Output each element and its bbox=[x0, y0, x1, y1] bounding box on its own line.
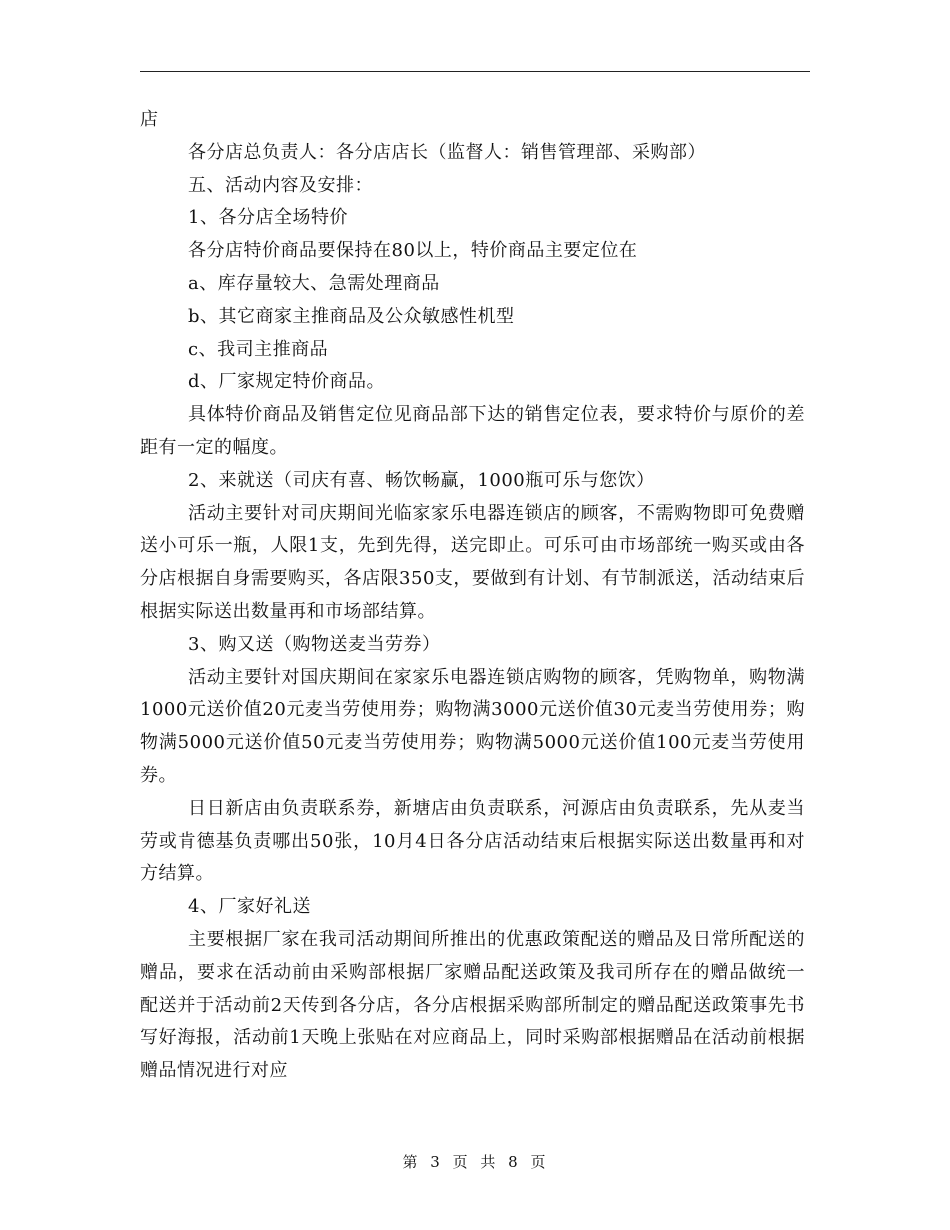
paragraph: 主要根据厂家在我司活动期间所推出的优惠政策配送的赠品及日常所配送的赠品，要求在活动前由采购部根据厂家赠品配送政策及我司所存在的赠品做统一配送并于活动前2天传到各分店，各分店根据采购部所制定的赠品配送政策事先书写好海报，活动前1天晚上张贴在对应商品上，同时采购部根据赠品在活动前根据赠品情况进行对应 bbox=[140, 928, 805, 1082]
list-item: d、厂家规定特价商品。 bbox=[188, 371, 386, 393]
subsection-heading: 4、厂家好礼送 bbox=[188, 896, 311, 918]
paragraph: 店 bbox=[140, 109, 159, 130]
paragraph: 日日新店由负责联系券，新塘店由负责联系，河源店由负责联系，先从麦当劳或肯德基负责哪出50张，10月4日各分店活动结束后根据实际送出数量再和对方结算。 bbox=[140, 797, 805, 885]
subsection-heading: 2、来就送（司庆有喜、畅饮畅赢，1000瓶可乐与您饮） bbox=[188, 469, 655, 491]
subsection-heading: 1、各分店全场特价 bbox=[188, 207, 348, 229]
paragraph: 活动主要针对司庆期间光临家家乐电器连锁店的顾客，不需购物即可免费赠送小可乐一瓶，人限1支，先到先得，送完即止。可乐可由市场部统一购买或由各分店根据自身需要购买，各店限350支，要做到有计划、有节制派送，活动结束后根据实际送出数量再和市场部结算。 bbox=[140, 502, 805, 622]
page-number-footer: 第 3 页 共 8 页 bbox=[402, 1153, 548, 1171]
list-item: c、我司主推商品 bbox=[188, 338, 329, 360]
subsection-heading: 3、购又送（购物送麦当劳券） bbox=[188, 633, 441, 655]
paragraph: 活动主要针对国庆期间在家家乐电器连锁店购物的顾客，凭购物单，购物满1000元送价值20元麦当劳使用券；购物满3000元送价值30元麦当劳使用券；购物满5000元送价值50元麦当劳使用券；购物满5000元送价值100元麦当劳使用券。 bbox=[140, 666, 806, 786]
list-item: b、其它商家主推商品及公众敏感性机型 bbox=[188, 305, 515, 327]
list-item: a、库存量较大、急需处理商品 bbox=[188, 272, 440, 294]
header-rule bbox=[140, 71, 810, 72]
paragraph: 各分店特价商品要保持在80以上，特价商品主要定位在 bbox=[188, 240, 638, 262]
document-body bbox=[140, 104, 805, 1088]
section-heading: 五、活动内容及安排： bbox=[188, 174, 373, 196]
paragraph: 各分店总负责人：各分店店长（监督人：销售管理部、采购部） bbox=[188, 141, 706, 163]
paragraph: 具体特价商品及销售定位见商品部下达的销售定位表，要求特价与原价的差距有一定的幅度。 bbox=[140, 404, 805, 458]
